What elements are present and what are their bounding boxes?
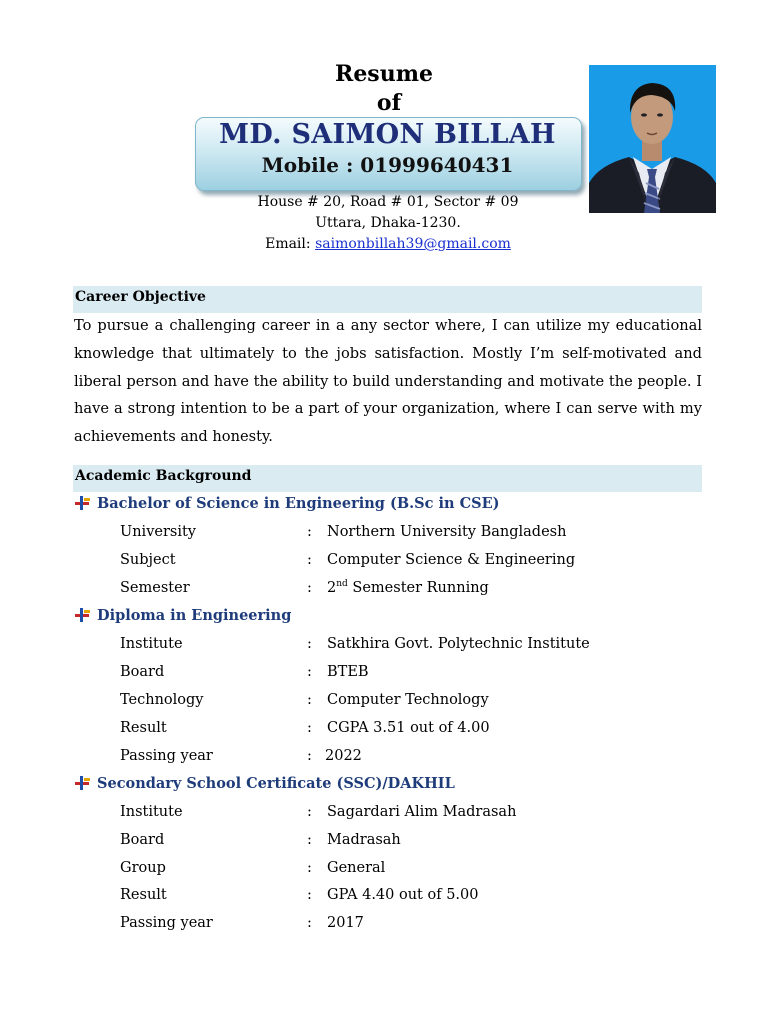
row-value: Northern University Bangladesh bbox=[327, 524, 567, 540]
career-objective-heading: Career Objective bbox=[75, 289, 206, 305]
list-bullet-icon bbox=[74, 607, 92, 623]
row-colon: : bbox=[307, 860, 312, 876]
career-objective-text: To pursue a challenging career in a any sector where, I can utilize my educational knowledge that ultimately to the jobs satisfaction. Mostly I’m self-motivated and liberal person and have the ability to build understanding and motivate the people. I have a strong intention to be a part of your organization, where I can serve with my achievements and honesty. bbox=[74, 317, 702, 446]
row-colon: : bbox=[307, 664, 312, 680]
semester-number: 2 bbox=[327, 580, 337, 596]
degree-title: Secondary School Certificate (SSC)/DAKHIL bbox=[97, 775, 455, 792]
row-label: Passing year bbox=[120, 915, 213, 931]
row-value: General bbox=[327, 860, 386, 876]
row-colon: : bbox=[307, 915, 312, 931]
row-value: Computer Science & Engineering bbox=[327, 552, 576, 568]
title-of: of bbox=[376, 90, 402, 116]
row-label: Group bbox=[120, 860, 166, 876]
academic-background-heading: Academic Background bbox=[75, 468, 252, 484]
row-label: Semester bbox=[120, 580, 190, 596]
row-label: Technology bbox=[120, 692, 204, 708]
row-colon: : bbox=[307, 524, 312, 540]
row-value: Madrasah bbox=[327, 832, 401, 848]
address-line-1: House # 20, Road # 01, Sector # 09 bbox=[257, 194, 519, 210]
row-colon: : bbox=[307, 552, 312, 568]
row-value: Sagardari Alim Madrasah bbox=[327, 804, 517, 820]
row-value: Computer Technology bbox=[327, 692, 489, 708]
row-colon: : bbox=[307, 580, 312, 596]
row-colon: : bbox=[307, 832, 312, 848]
candidate-name: MD. SAIMON BILLAH bbox=[219, 119, 556, 150]
row-value: Satkhira Govt. Polytechnic Institute bbox=[327, 636, 590, 652]
mobile-number: Mobile : 01999640431 bbox=[261, 153, 514, 177]
title-resume: Resume bbox=[335, 61, 433, 87]
row-label: Board bbox=[120, 664, 165, 680]
row-label: Passing year bbox=[120, 748, 213, 764]
row-label: Result bbox=[120, 887, 167, 903]
row-colon: : bbox=[307, 887, 312, 903]
row-colon: : bbox=[307, 748, 312, 764]
row-colon: : bbox=[307, 636, 312, 652]
email-line bbox=[200, 235, 576, 253]
semester-rest: Semester Running bbox=[347, 580, 489, 596]
address-line-2: Uttara, Dhaka-1230. bbox=[315, 215, 461, 231]
email-label: Email: bbox=[265, 236, 316, 252]
degree-title: Diploma in Engineering bbox=[97, 607, 292, 624]
semester-suffix: nd bbox=[336, 579, 348, 590]
row-value: CGPA 3.51 out of 4.00 bbox=[327, 720, 490, 736]
row-value bbox=[327, 578, 489, 598]
row-label: Institute bbox=[120, 804, 183, 820]
row-label: Board bbox=[120, 832, 165, 848]
row-value: 2017 bbox=[327, 915, 364, 931]
row-value: BTEB bbox=[327, 664, 369, 680]
row-value: GPA 4.40 out of 5.00 bbox=[327, 887, 479, 903]
degree-title: Bachelor of Science in Engineering (B.Sc in CSE) bbox=[97, 495, 500, 512]
row-label: Subject bbox=[120, 552, 176, 568]
row-colon: : bbox=[307, 692, 312, 708]
row-value: 2022 bbox=[325, 748, 362, 764]
row-label: Institute bbox=[120, 636, 183, 652]
profile-photo bbox=[589, 65, 716, 213]
list-bullet-icon bbox=[74, 775, 92, 791]
row-colon: : bbox=[307, 804, 312, 820]
email-link[interactable]: saimonbillah39@gmail.com bbox=[315, 236, 511, 252]
row-label: Result bbox=[120, 720, 167, 736]
list-bullet-icon bbox=[74, 495, 92, 511]
row-colon: : bbox=[307, 720, 312, 736]
row-label: University bbox=[120, 524, 196, 540]
